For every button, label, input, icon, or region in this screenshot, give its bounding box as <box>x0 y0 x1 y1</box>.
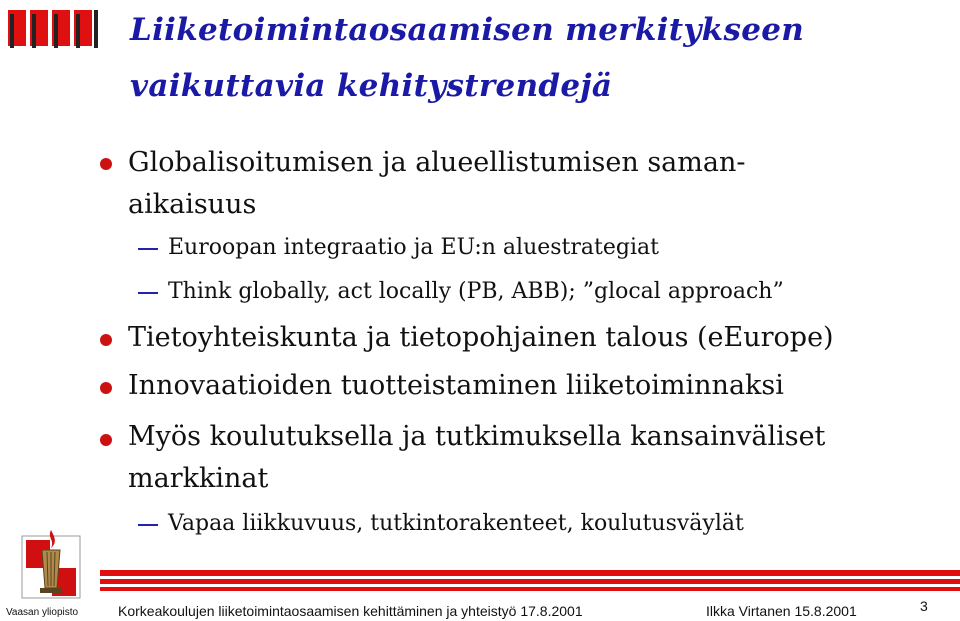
sub-dash <box>138 292 158 294</box>
sub-item-2: Think globally, act locally (PB, ABB); ”glocal approach” <box>168 279 784 304</box>
bullet-dot <box>100 334 112 346</box>
bullet-dot <box>100 434 112 446</box>
sub-dash <box>138 524 158 526</box>
bullet-dot <box>100 158 112 170</box>
slide-title <box>130 2 804 114</box>
university-emblem <box>20 528 82 600</box>
bullet-item-1-line-2: aikaisuus <box>128 189 257 220</box>
bullet-item-3: Innovaatioiden tuotteistaminen liiketoiminnaksi <box>128 370 784 401</box>
bullet-item-4-line-2: markkinat <box>128 463 269 494</box>
bullet-item-1-line-1: Globalisoitumisen ja alueellistumisen saman- <box>128 147 746 178</box>
footer-event: Korkeakoulujen liiketoimintaosaamisen kehittäminen ja yhteistyö 17.8.2001 <box>118 603 583 619</box>
bullet-item-2: Tietoyhteiskunta ja tietopohjainen talous (eEurope) <box>128 322 834 353</box>
sub-dash <box>138 248 158 250</box>
title-line-1: Liiketoimintaosaamisen merkitykseen <box>130 12 805 48</box>
footer-stripes <box>100 548 960 596</box>
footer-author: Ilkka Virtanen 15.8.2001 <box>706 603 857 619</box>
slide-logo-blocks <box>8 10 108 50</box>
sub-item-3: Vapaa liikkuvuus, tutkintorakenteet, koulutusväylät <box>168 511 744 536</box>
title-line-2: vaikuttavia kehitystrendejä <box>130 68 613 104</box>
footer-org: Vaasan yliopisto <box>6 607 79 618</box>
footer-page-number: 3 <box>920 598 928 614</box>
bullet-item-4-line-1: Myös koulutuksella ja tutkimuksella kansainväliset <box>128 421 826 452</box>
sub-item-1: Euroopan integraatio ja EU:n aluestrategiat <box>168 235 659 260</box>
bullet-dot <box>100 382 112 394</box>
